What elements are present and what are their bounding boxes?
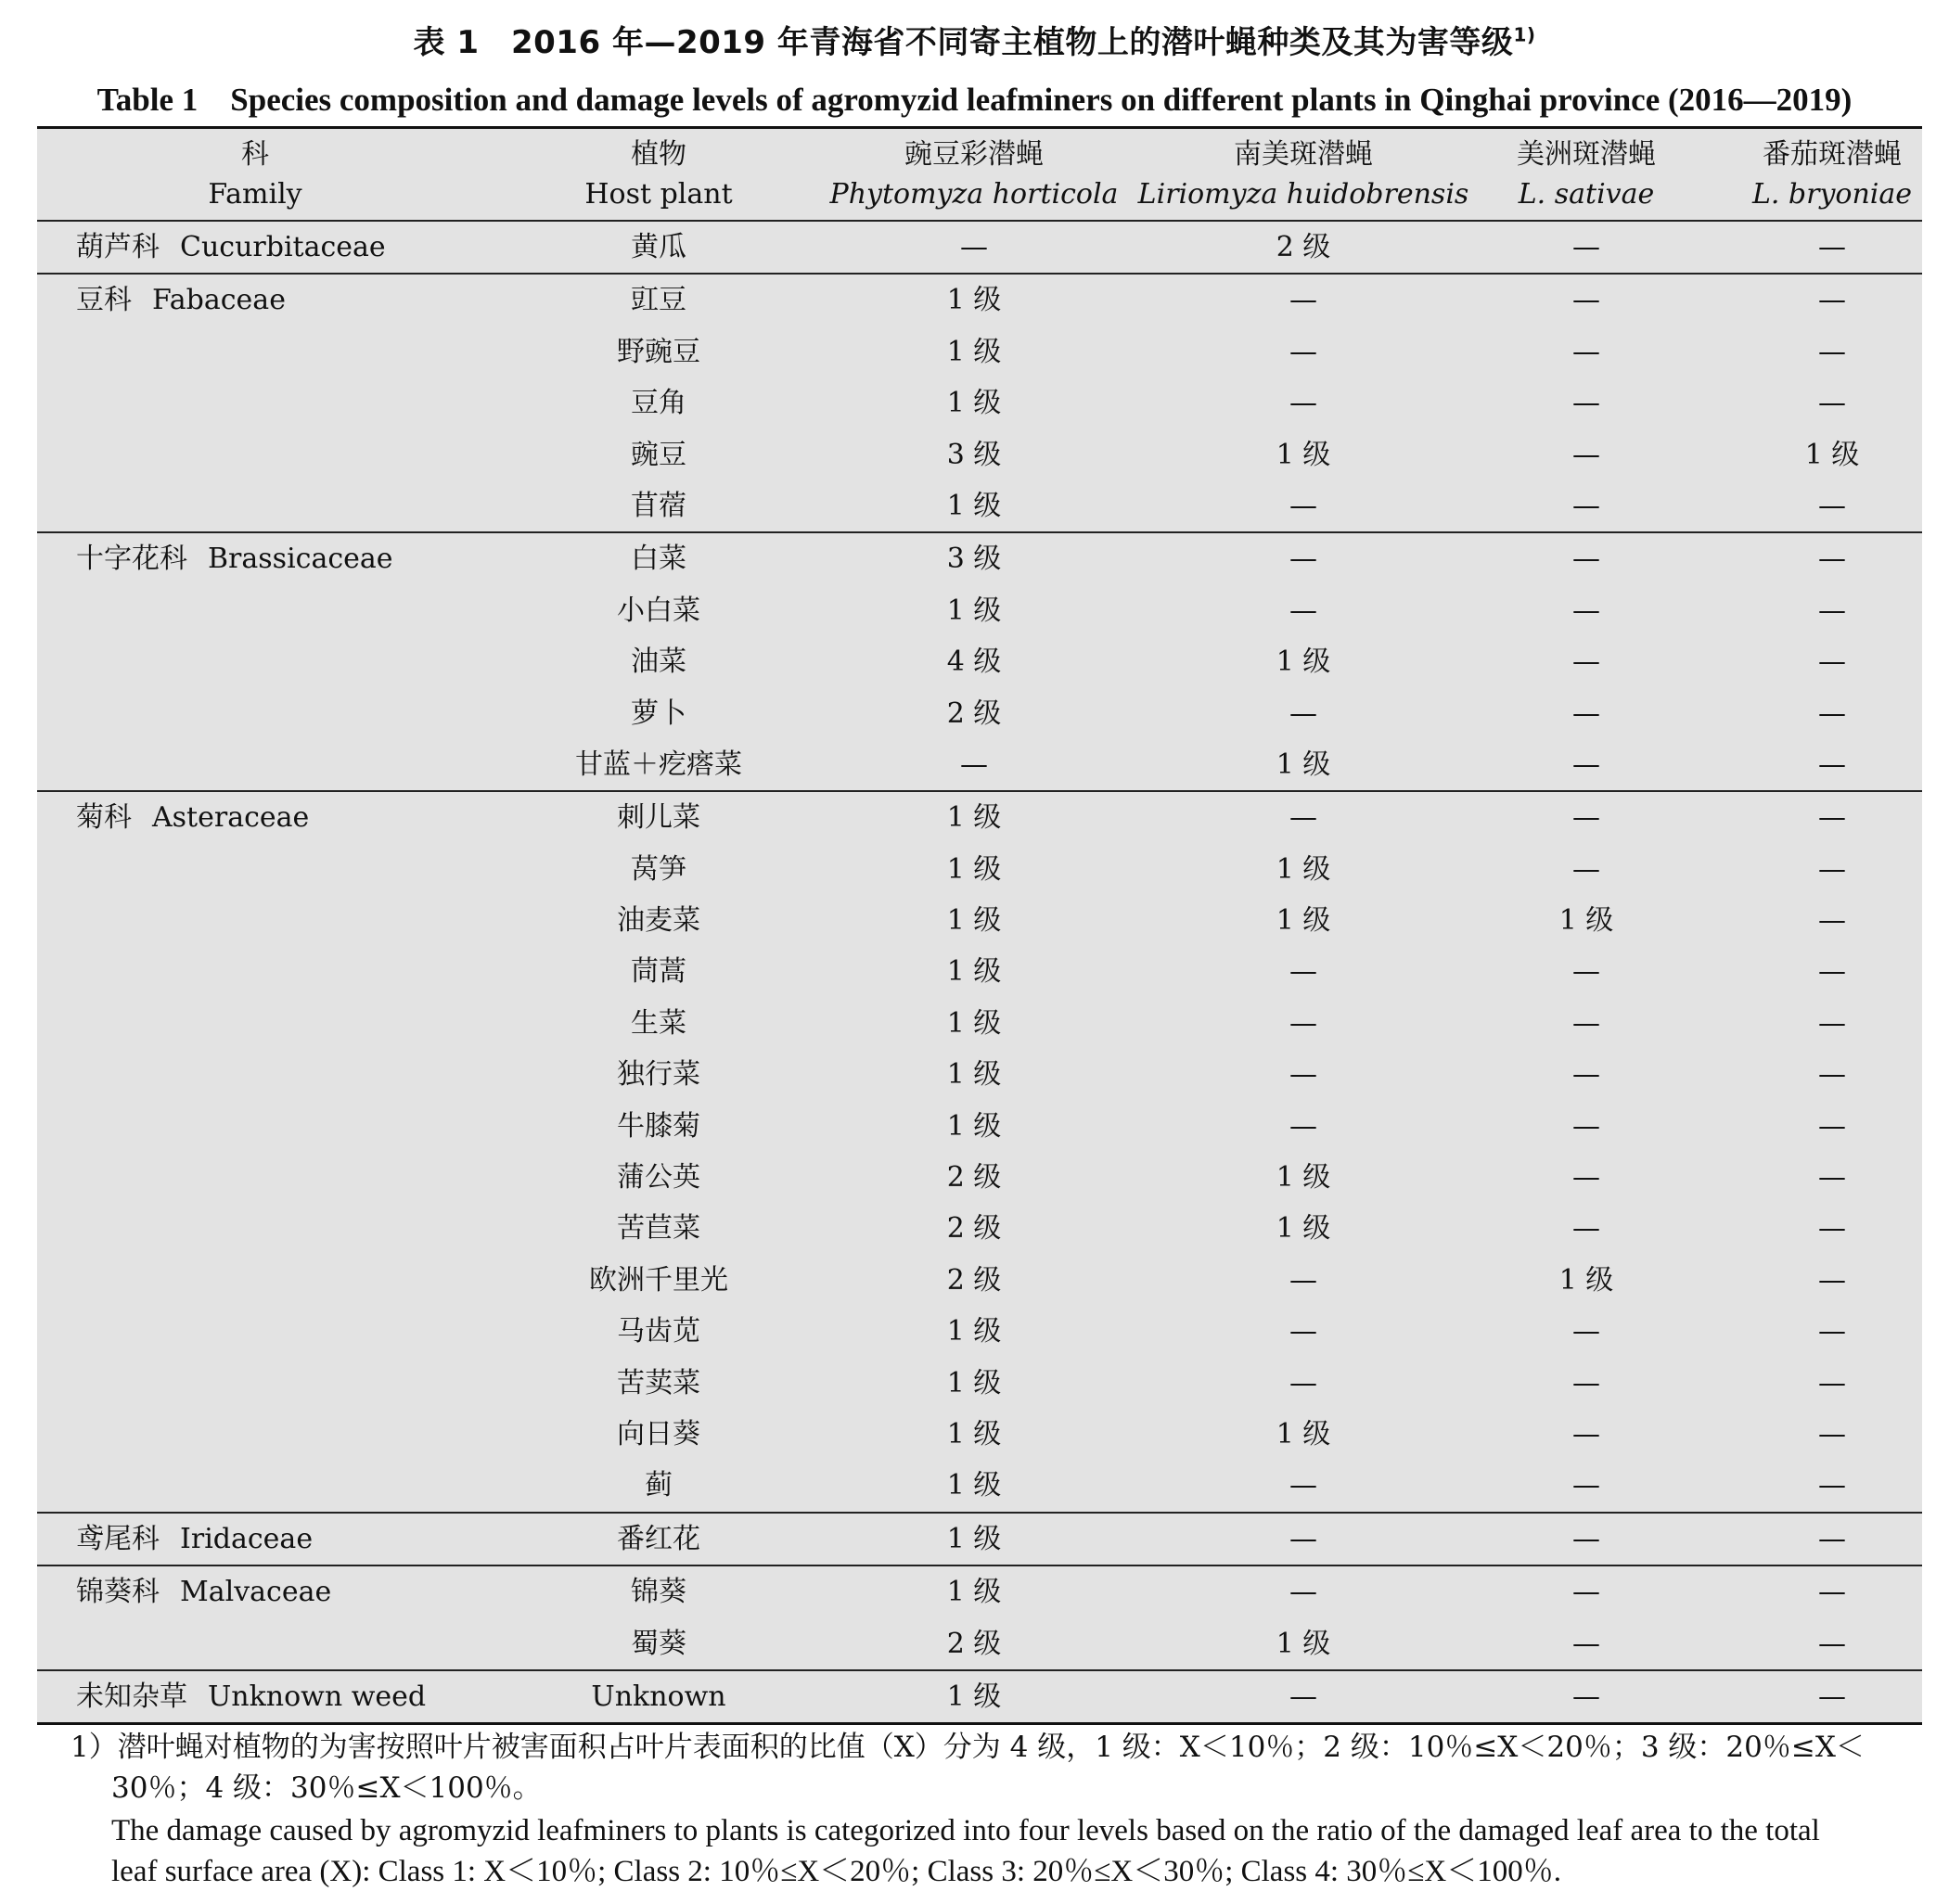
damage-level-cell: — <box>1572 1315 1600 1348</box>
family-name-cn: 十字花科 <box>76 543 187 576</box>
host-plant-cell: 锦葵 <box>631 1576 686 1609</box>
table-row <box>37 1358 1922 1409</box>
host-plant-cell: 欧洲千里光 <box>589 1263 728 1297</box>
damage-level-cell: — <box>1572 1576 1600 1609</box>
family-name-cn: 豆科 <box>76 284 132 317</box>
table-row <box>37 1101 1922 1152</box>
damage-level-cell: — <box>1572 1627 1600 1660</box>
damage-level-cell: 1 级 <box>946 801 1002 835</box>
damage-level-cell: — <box>1818 1058 1846 1092</box>
host-plant-cell: 野豌豆 <box>617 335 700 368</box>
table-body <box>37 222 1922 1722</box>
table-row <box>37 480 1922 531</box>
host-plant-cell: 番红花 <box>617 1522 700 1555</box>
host-plant-cell: 生菜 <box>631 1006 686 1040</box>
damage-level-cell: — <box>1289 1315 1317 1348</box>
host-plant-cell: 苦荬菜 <box>617 1366 700 1399</box>
damage-level-cell: 2 级 <box>946 1161 1002 1195</box>
damage-level-cell: — <box>1818 1680 1846 1713</box>
damage-level-cell: — <box>1289 489 1317 522</box>
damage-level-cell: — <box>1572 1680 1600 1713</box>
table-row <box>37 1460 1922 1511</box>
damage-level-cell: 2 级 <box>946 1263 1002 1297</box>
damage-level-cell: 1 级 <box>1276 1161 1331 1195</box>
table-row <box>37 533 1922 584</box>
family-name-en: Brassicaceae <box>208 543 393 576</box>
family-cell <box>76 1671 426 1722</box>
family-name-cn: 葫芦科 <box>76 231 160 263</box>
table-row <box>37 739 1922 790</box>
damage-level-cell: 1 级 <box>1276 852 1331 886</box>
family-cell <box>76 1566 331 1617</box>
damage-level-cell: 1 级 <box>1276 645 1331 679</box>
table-row <box>37 377 1922 428</box>
damage-level-cell: — <box>1572 438 1600 471</box>
host-plant-cell: 牛膝菊 <box>617 1109 700 1143</box>
damage-level-cell: — <box>1818 1212 1846 1246</box>
damage-level-cell: — <box>1818 1006 1846 1040</box>
damage-level-cell: 1 级 <box>1276 748 1331 781</box>
damage-level-cell: — <box>1818 1417 1846 1450</box>
host-plant-cell: 蒲公英 <box>617 1161 700 1195</box>
host-plant-cell: 苜蓿 <box>631 489 686 522</box>
damage-level-cell: — <box>1289 284 1317 317</box>
damage-level-cell: — <box>1818 696 1846 730</box>
table-row <box>37 1255 1922 1306</box>
damage-level-cell: — <box>1818 1366 1846 1399</box>
damage-level-cell: — <box>1289 543 1317 576</box>
damage-level-cell: — <box>1818 1576 1846 1609</box>
host-plant-cell: 油麦菜 <box>617 904 700 938</box>
damage-level-cell: — <box>1572 543 1600 576</box>
damage-level-cell: 1 级 <box>946 489 1002 522</box>
family-name-en: Fabaceae <box>152 284 286 317</box>
damage-level-cell: — <box>1818 284 1846 317</box>
damage-level-cell: 2 级 <box>946 1627 1002 1660</box>
damage-level-cell: — <box>1572 594 1600 627</box>
damage-level-cell: — <box>1818 1109 1846 1143</box>
damage-level-cell: — <box>1818 231 1846 263</box>
table-row <box>37 1566 1922 1617</box>
damage-level-cell: — <box>1572 1006 1600 1040</box>
table-row <box>37 688 1922 739</box>
damage-level-cell: 1 级 <box>946 1058 1002 1092</box>
host-plant-cell: 白菜 <box>631 543 686 576</box>
damage-level-cell: 1 级 <box>946 1109 1002 1143</box>
damage-level-cell: 1 级 <box>946 1417 1002 1450</box>
header-species-1: 豌豆彩潜蝇 Phytomyza horticola <box>829 138 1119 211</box>
footnote-cn-line-2: 30％；4 级：30％≤X＜100％。 <box>111 1771 542 1805</box>
host-plant-cell: 豆角 <box>631 387 686 420</box>
table-row <box>37 1671 1922 1722</box>
damage-level-cell: — <box>1818 1522 1846 1555</box>
damage-level-cell: 1 级 <box>946 1006 1002 1040</box>
damage-level-cell: — <box>1572 489 1600 522</box>
damage-level-cell: — <box>1572 231 1600 263</box>
damage-level-cell: 1 级 <box>946 335 1002 368</box>
damage-level-cell: — <box>1289 1366 1317 1399</box>
host-plant-cell: 小白菜 <box>617 594 700 627</box>
damage-level-cell: — <box>1818 904 1846 938</box>
family-cell <box>76 222 386 273</box>
family-cell <box>76 533 393 584</box>
damage-level-cell: 1 级 <box>946 594 1002 627</box>
table-row <box>37 1514 1922 1565</box>
family-name-en: Asteraceae <box>152 801 310 835</box>
table-row <box>37 1306 1922 1357</box>
table-row <box>37 1152 1922 1203</box>
damage-level-cell: — <box>1818 543 1846 576</box>
damage-level-cell: 2 级 <box>1276 231 1331 263</box>
table-row <box>37 998 1922 1049</box>
host-plant-cell: 蜀葵 <box>631 1627 686 1660</box>
host-plant-cell: 油菜 <box>631 645 686 679</box>
damage-level-cell: — <box>1572 645 1600 679</box>
damage-level-cell: 1 级 <box>946 1576 1002 1609</box>
host-plant-cell: 苦苣菜 <box>617 1212 700 1246</box>
host-plant-cell: 向日葵 <box>617 1417 700 1450</box>
table-row <box>37 895 1922 946</box>
table-title-en: Table 1 Species composition and damage levels of agromyzid leafminers on different plants in Qinghai province (2016—2019) <box>96 82 1853 118</box>
damage-level-cell: — <box>1289 1680 1317 1713</box>
table-row <box>37 844 1922 895</box>
host-plant-cell: Unknown <box>591 1680 726 1713</box>
damage-level-cell: 1 级 <box>946 904 1002 938</box>
damage-level-cell: — <box>1572 1469 1600 1502</box>
family-name-en: Iridaceae <box>180 1522 314 1555</box>
damage-level-cell: — <box>1289 1469 1317 1502</box>
damage-level-cell: — <box>1572 801 1600 835</box>
damage-level-cell: — <box>1818 748 1846 781</box>
family-name-en: Malvaceae <box>180 1576 332 1609</box>
damage-level-cell: — <box>1572 1109 1600 1143</box>
damage-level-cell: — <box>1818 645 1846 679</box>
header-family: 科 Family <box>208 138 302 211</box>
table-row <box>37 326 1922 377</box>
damage-level-cell: — <box>1572 1161 1600 1195</box>
host-plant-cell: 甘蓝＋疙瘩菜 <box>575 748 742 781</box>
table-row <box>37 792 1922 843</box>
damage-level-cell: — <box>1818 1161 1846 1195</box>
damage-level-cell: — <box>1289 1263 1317 1297</box>
table-row <box>37 636 1922 687</box>
leafminer-table <box>37 126 1922 1725</box>
damage-level-cell: — <box>1289 1006 1317 1040</box>
table-row <box>37 1203 1922 1254</box>
damage-level-cell: — <box>1289 335 1317 368</box>
table-row <box>37 1409 1922 1460</box>
damage-level-cell: — <box>1818 1627 1846 1660</box>
damage-level-cell: — <box>1289 594 1317 627</box>
damage-level-cell: — <box>1572 1058 1600 1092</box>
damage-level-cell: — <box>960 748 988 781</box>
damage-level-cell: 1 级 <box>1558 1263 1614 1297</box>
host-plant-cell: 刺儿菜 <box>617 801 700 835</box>
damage-level-cell: — <box>1289 1058 1317 1092</box>
table-row <box>37 429 1922 480</box>
family-name-cn: 未知杂草 <box>76 1680 187 1713</box>
family-name-cn: 锦葵科 <box>76 1576 160 1609</box>
footnote-cn-line-1: 1）潜叶蝇对植物的为害按照叶片被害面积占叶片表面积的比值（X）分为 4 级，1 级：X＜10％；2 级：10％≤X＜20％；3 级：20％≤X＜ <box>71 1731 1865 1764</box>
damage-level-cell: 1 级 <box>946 284 1002 317</box>
damage-level-cell: — <box>1572 748 1600 781</box>
damage-level-cell: 4 级 <box>946 645 1002 679</box>
host-plant-cell: 豇豆 <box>631 284 686 317</box>
damage-level-cell: — <box>1289 955 1317 989</box>
table-row <box>37 275 1922 326</box>
table-row <box>37 222 1922 273</box>
host-plant-cell: 茼蒿 <box>631 955 686 989</box>
damage-level-cell: — <box>1818 489 1846 522</box>
damage-level-cell: 1 级 <box>1276 1417 1331 1450</box>
family-cell <box>76 792 309 843</box>
table-row <box>37 1618 1922 1669</box>
damage-level-cell: — <box>1818 1469 1846 1502</box>
host-plant-cell: 独行菜 <box>617 1058 700 1092</box>
damage-level-cell: 1 级 <box>946 1680 1002 1713</box>
damage-level-cell: 1 级 <box>946 1315 1002 1348</box>
header-host-plant: 植物 Host plant <box>584 138 733 211</box>
damage-level-cell: — <box>1572 1522 1600 1555</box>
damage-level-cell: 1 级 <box>946 852 1002 886</box>
damage-level-cell: — <box>1289 1522 1317 1555</box>
damage-level-cell: 1 级 <box>1804 438 1860 471</box>
family-group <box>37 1671 1922 1722</box>
family-name-cn: 鸢尾科 <box>76 1522 160 1555</box>
damage-level-cell: — <box>1818 594 1846 627</box>
damage-level-cell: 1 级 <box>946 387 1002 420</box>
damage-level-cell: 2 级 <box>946 1212 1002 1246</box>
damage-level-cell: — <box>1289 696 1317 730</box>
header-species-4: 番茄斑潜蝇 L. bryoniae <box>1751 138 1913 211</box>
damage-level-cell: — <box>1572 1212 1600 1246</box>
damage-level-cell: — <box>1572 1366 1600 1399</box>
header-species-3: 美洲斑潜蝇 L. sativae <box>1517 138 1656 211</box>
damage-level-cell: — <box>1572 284 1600 317</box>
damage-level-cell: 1 级 <box>946 1469 1002 1502</box>
damage-level-cell: — <box>1818 955 1846 989</box>
damage-level-cell: — <box>1818 335 1846 368</box>
damage-level-cell: — <box>1289 1576 1317 1609</box>
family-name-cn: 菊科 <box>76 801 132 835</box>
family-group <box>37 275 1922 533</box>
title-footnote-mark: 1) <box>1513 23 1536 46</box>
table-row <box>37 585 1922 636</box>
damage-level-cell: — <box>1572 696 1600 730</box>
host-plant-cell: 萝卜 <box>631 696 686 730</box>
table-header <box>37 129 1922 222</box>
damage-level-cell: 2 级 <box>946 696 1002 730</box>
damage-level-cell: 1 级 <box>946 1366 1002 1399</box>
family-group <box>37 1566 1922 1671</box>
damage-level-cell: 1 级 <box>1276 904 1331 938</box>
damage-level-cell: 1 级 <box>1276 438 1331 471</box>
damage-level-cell: — <box>1818 1263 1846 1297</box>
family-group <box>37 792 1922 1513</box>
header-species-2: 南美斑潜蝇 Liriomyza huidobrensis <box>1137 138 1469 211</box>
damage-level-cell: — <box>1289 387 1317 420</box>
damage-level-cell: 1 级 <box>1276 1212 1331 1246</box>
damage-level-cell: — <box>1289 801 1317 835</box>
damage-level-cell: — <box>1818 801 1846 835</box>
damage-level-cell: — <box>1572 387 1600 420</box>
family-group <box>37 533 1922 792</box>
family-cell <box>76 1514 313 1565</box>
family-name-en: Unknown weed <box>208 1680 427 1713</box>
damage-level-cell: 3 级 <box>946 438 1002 471</box>
family-group <box>37 1514 1922 1566</box>
damage-level-cell: — <box>1818 1315 1846 1348</box>
footnote-en-line-1: The damage caused by agromyzid leafminers to plants is categorized into four levels based on the ratio of the damaged leaf area to the total <box>111 1814 1820 1847</box>
table-row <box>37 946 1922 997</box>
damage-level-cell: 1 级 <box>1276 1627 1331 1660</box>
family-name-en: Cucurbitaceae <box>180 231 386 263</box>
family-cell <box>76 275 286 326</box>
damage-level-cell: — <box>1572 1417 1600 1450</box>
footnote-en-line-2: leaf surface area (X): Class 1: X＜10％; Class 2: 10％≤X＜20％; Class 3: 20％≤X＜30％; Class 4: 30％≤X＜100％. <box>111 1855 1562 1888</box>
table-row <box>37 1049 1922 1100</box>
damage-level-cell: — <box>1572 955 1600 989</box>
family-group <box>37 222 1922 275</box>
damage-level-cell: 1 级 <box>946 955 1002 989</box>
damage-level-cell: — <box>1289 1109 1317 1143</box>
damage-level-cell: 3 级 <box>946 543 1002 576</box>
damage-level-cell: — <box>1572 852 1600 886</box>
damage-level-cell: — <box>1818 387 1846 420</box>
host-plant-cell: 马齿苋 <box>617 1315 700 1348</box>
host-plant-cell: 蓟 <box>645 1469 673 1502</box>
damage-level-cell: — <box>960 231 988 263</box>
host-plant-cell: 莴笋 <box>631 852 686 886</box>
host-plant-cell: 黄瓜 <box>631 231 686 263</box>
damage-level-cell: — <box>1572 335 1600 368</box>
damage-level-cell: — <box>1818 852 1846 886</box>
damage-level-cell: 1 级 <box>1558 904 1614 938</box>
table-title-cn: 表 1 2016 年—2019 年青海省不同寄主植物上的潜叶蝇种类及其为害等级$^{1)}$ <box>413 23 1536 61</box>
damage-level-cell: 1 级 <box>946 1522 1002 1555</box>
host-plant-cell: 豌豆 <box>631 438 686 471</box>
